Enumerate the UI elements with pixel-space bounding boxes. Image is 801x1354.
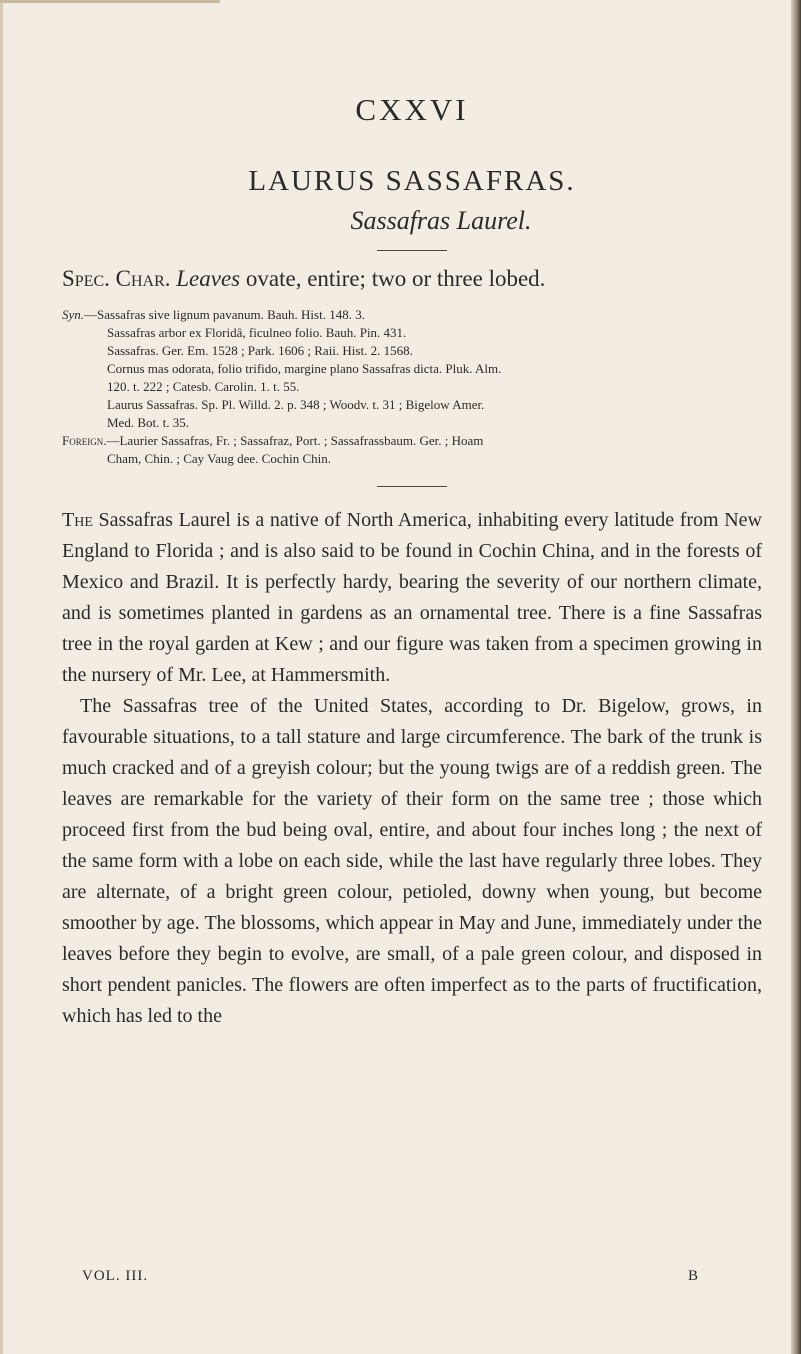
synonym-line: Laurus Sassafras. Sp. Pl. Willd. 2. p. 348 ; Woodv. t. 31 ; Bigelow Amer. [107, 397, 485, 412]
syn-label: Syn. [62, 307, 85, 322]
body-paragraph-2: The Sassafras tree of the United States, according to Dr. Bigelow, grows, in favourable situations, to a tall stature and large circumference. The bark of the trunk is much cracked and of a greyish colour; but the young twigs are of a reddish green. The leaves are remarkable for the variety of their form on the same tree ; those which proceed first from the bud being oval, entire, and about four inches long ; the next of the same form with a lobe on each side, while the last have regularly three lobes. They are alternate, of a bright green colour, petioled, downy when young, but become smoother by age. The blossoms, which appear in May and June, immediately under the leaves before they begin to evolve, are small, of a pale green colour, and disposed in short pendent panicles. The flowers are often imperfect as to the parts of fructification, which has led to the [62, 695, 762, 1027]
page-content [62, 92, 762, 1032]
synonym-line: Sassafras arbor ex Floridâ, ficulneo folio. Bauh. Pin. 431. [107, 325, 407, 340]
spec-label: Spec. Char. [62, 266, 171, 291]
paragraph-text: Sassafras Laurel is a native of North America, inhabiting every latitude from New England to Florida ; and is also said to be found in Cochin China, and in the forests of Mexico and Brazil. It is perfectly hardy, bearing the severity of our northern climate, and is sometimes planted in gardens as an ornamental tree. There is a fine Sassafras tree in the royal garden at Kew ; and our figure was taken from a specimen growing in the nursery of Mr. Lee, at Hammersmith. [62, 509, 763, 686]
foreign-line: Cham, Chin. ; Cay Vaug dee. Cochin Chin. [107, 451, 331, 466]
signature-mark: B [687, 1268, 699, 1284]
page-number: CXXVI [355, 92, 469, 127]
synonym-text: —Sassafras sive lignum pavanum. Bauh. Hist. 148. 3. [84, 307, 365, 322]
top-left-mark [0, 0, 220, 3]
body-paragraph-1 [62, 505, 762, 691]
page-left-edge [0, 0, 3, 1354]
article-subtitle: Sassafras Laurel. [350, 206, 532, 235]
foreign-text: —Laurier Sassafras, Fr. ; Sassafraz, Port. ; Sassafrassbaum. Ger. ; Hoam [106, 433, 484, 448]
volume-label: VOL. III. [82, 1268, 149, 1284]
page-footer [82, 1268, 699, 1285]
title-divider [377, 250, 447, 251]
synonym-line: 120. t. 222 ; Catesb. Carolin. 1. t. 55. [107, 379, 300, 394]
article-title: LAURUS SASSAFRAS. [248, 165, 576, 197]
specific-character [62, 261, 762, 296]
synonym-line: Med. Bot. t. 35. [107, 415, 189, 430]
synonyms-block [62, 306, 762, 468]
spec-leaves-word: Leaves [176, 266, 241, 291]
page-right-edge [791, 0, 801, 1354]
synonym-line: Cornus mas odorata, folio trifido, margine plano Sassafras dicta. Pluk. Alm. [107, 361, 502, 376]
synonym-line [62, 306, 762, 324]
synonym-line: Sassafras. Ger. Em. 1528 ; Park. 1606 ; Raii. Hist. 2. 1568. [107, 343, 413, 358]
foreign-line [62, 432, 762, 450]
spec-text: ovate, entire; two or three lobed. [245, 266, 546, 291]
foreign-label: Foreign. [62, 433, 107, 448]
section-divider [377, 486, 447, 487]
paragraph-lead: The [62, 509, 93, 531]
